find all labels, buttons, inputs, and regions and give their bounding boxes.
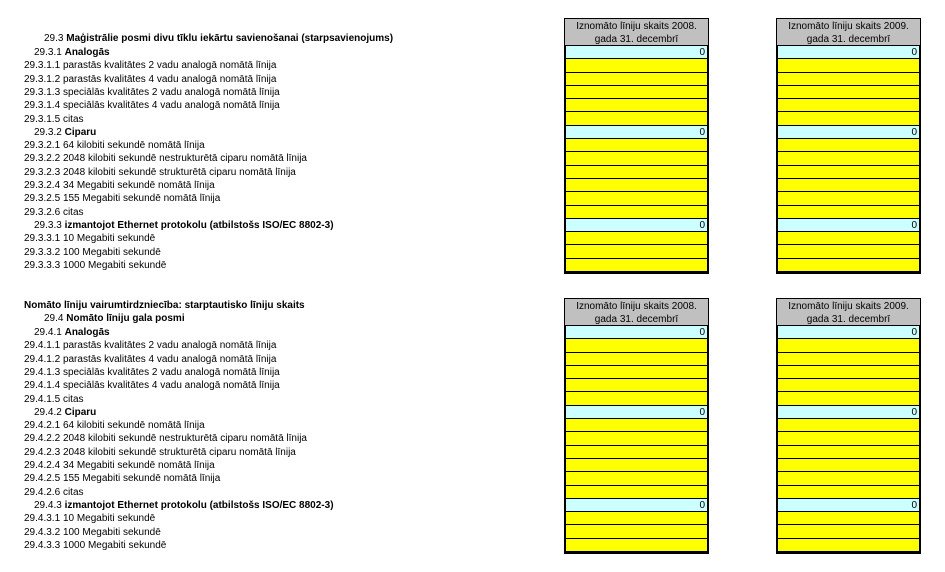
section-title: Nomāto līniju gala posmi <box>66 313 185 324</box>
input-cell[interactable] <box>778 419 919 432</box>
row-label <box>24 206 84 219</box>
row-text: 64 kilobiti sekundē nomātā līnija <box>62 420 205 432</box>
total-cell[interactable]: 0 <box>778 499 919 512</box>
total-cell[interactable]: 0 <box>566 126 707 139</box>
total-cell[interactable]: 0 <box>778 46 919 59</box>
input-cell[interactable] <box>778 446 919 459</box>
row-number: 29.3.2.1 <box>24 140 61 152</box>
row-text: speciālās kvalitātes 2 vadu analogā nomātā līnija <box>62 86 280 98</box>
section-number: 29.4 <box>44 313 64 324</box>
row-label <box>24 432 307 445</box>
input-cell[interactable] <box>778 353 919 366</box>
row-number: 29.3.1.2 <box>24 73 61 85</box>
row-number: 29.3.2.3 <box>24 166 61 178</box>
input-cell[interactable] <box>566 73 707 86</box>
row-text: Analogās <box>64 327 110 338</box>
row-number: 29.4.2 <box>34 406 62 418</box>
input-cell[interactable] <box>566 432 707 445</box>
row-label <box>24 139 205 152</box>
column-cells <box>776 46 921 274</box>
input-cell[interactable] <box>778 179 919 192</box>
row-number: 29.4.1 <box>34 327 62 338</box>
input-cell[interactable] <box>566 152 707 165</box>
row-text: 1000 Megabiti sekundē <box>62 539 167 551</box>
section-title-row <box>44 312 185 325</box>
input-cell[interactable] <box>778 366 919 379</box>
row-label <box>24 419 205 432</box>
input-cell[interactable] <box>566 446 707 459</box>
row-label <box>34 499 334 512</box>
input-cell[interactable] <box>778 339 919 352</box>
row-text: 155 Megabiti sekundē nomātā līnija <box>62 193 221 205</box>
row-text: speciālās kvalitātes 2 vadu analogā nomātā līnija <box>62 366 280 378</box>
row-number: 29.3.2.4 <box>24 180 61 191</box>
total-cell[interactable]: 0 <box>566 46 707 59</box>
input-cell[interactable] <box>566 392 707 405</box>
column-cells <box>564 326 709 554</box>
total-cell[interactable]: 0 <box>566 406 707 419</box>
row-number: 29.3.1.1 <box>24 60 61 72</box>
input-cell[interactable] <box>778 99 919 112</box>
row-label <box>24 59 276 72</box>
total-cell[interactable]: 0 <box>778 406 919 419</box>
row-number: 29.4.2.4 <box>24 460 61 471</box>
row-label <box>24 113 84 126</box>
row-label <box>24 259 166 272</box>
row-text: 64 kilobiti sekundē nomātā līnija <box>62 140 205 152</box>
column-cells <box>564 46 709 274</box>
input-cell[interactable] <box>566 379 707 392</box>
input-cell[interactable] <box>566 206 707 219</box>
input-cell[interactable] <box>778 525 919 538</box>
row-number: 29.4.1.3 <box>24 366 61 378</box>
row-label <box>24 459 215 472</box>
input-cell[interactable] <box>566 419 707 432</box>
row-text: 2048 kilobiti sekundē strukturētā ciparu nomātā līnija <box>62 446 296 458</box>
row-label <box>24 73 276 86</box>
row-text: Analogās <box>64 47 110 58</box>
row-label <box>24 366 280 379</box>
row-text: parastās kvalitātes 4 vadu analogā nomātā līnija <box>62 353 277 365</box>
row-label <box>24 86 280 99</box>
row-number: 29.4.3.1 <box>24 513 61 525</box>
input-cell[interactable] <box>566 539 707 552</box>
row-label <box>24 152 307 165</box>
input-cell[interactable] <box>566 339 707 352</box>
row-label <box>24 379 280 392</box>
row-label <box>24 232 155 245</box>
row-text: Ciparu <box>64 406 97 418</box>
row-number: 29.4.2.1 <box>24 420 61 432</box>
input-cell[interactable] <box>566 486 707 499</box>
row-text: 10 Megabiti sekundē <box>62 513 156 525</box>
total-cell[interactable]: 0 <box>566 326 707 339</box>
row-number: 29.3.3.2 <box>24 246 61 258</box>
row-label <box>24 166 296 179</box>
row-text: Ciparu <box>64 126 97 138</box>
row-number: 29.4.2.2 <box>24 433 61 445</box>
row-number: 29.3.1.4 <box>24 100 61 112</box>
input-cell[interactable] <box>778 472 919 485</box>
row-number: 29.3.2.6 <box>24 206 61 218</box>
total-cell[interactable]: 0 <box>566 219 707 232</box>
input-cell[interactable] <box>778 232 919 245</box>
input-cell[interactable] <box>778 166 919 179</box>
input-cell[interactable] <box>778 486 919 499</box>
row-number: 29.4.3.2 <box>24 526 61 538</box>
input-cell[interactable] <box>778 192 919 205</box>
row-text: 2048 kilobiti sekundē nestrukturētā ciparu nomātā līnija <box>62 433 307 445</box>
row-text: 100 Megabiti sekundē <box>62 246 161 258</box>
total-cell[interactable]: 0 <box>778 126 919 139</box>
input-cell[interactable] <box>778 245 919 258</box>
row-text: parastās kvalitātes 4 vadu analogā nomātā līnija <box>62 73 277 85</box>
column-cells <box>776 326 921 554</box>
row-number: 29.4.1.5 <box>24 393 61 405</box>
row-number: 29.3.1 <box>34 47 62 58</box>
row-label <box>24 246 161 259</box>
total-cell[interactable]: 0 <box>566 499 707 512</box>
row-label <box>24 526 161 539</box>
row-label <box>24 486 84 499</box>
row-number: 29.4.3.3 <box>24 539 61 551</box>
input-cell[interactable] <box>778 86 919 99</box>
input-cell[interactable] <box>778 539 919 552</box>
input-cell[interactable] <box>566 179 707 192</box>
input-cell[interactable] <box>778 512 919 525</box>
input-cell[interactable] <box>566 112 707 125</box>
row-label <box>34 46 110 59</box>
row-text: izmantojot Ethernet protokolu (atbilstošs ISO/EC 8802-3) <box>64 499 334 511</box>
row-number: 29.4.1.4 <box>24 380 61 392</box>
row-label <box>24 179 215 192</box>
input-cell[interactable] <box>566 139 707 152</box>
input-cell[interactable] <box>566 86 707 99</box>
row-number: 29.4.1.2 <box>24 353 61 365</box>
row-text: citas <box>62 113 84 125</box>
input-cell[interactable] <box>778 459 919 472</box>
row-label <box>34 326 110 339</box>
input-cell[interactable] <box>566 353 707 366</box>
row-label <box>24 512 155 525</box>
row-label <box>34 219 334 232</box>
row-label <box>24 472 220 485</box>
row-number: 29.3.1.3 <box>24 86 61 98</box>
section-title: Maģistrālie posmi divu tīklu iekārtu savienošanai (starpsavienojums) <box>66 33 394 44</box>
row-number: 29.3.3 <box>34 219 62 231</box>
row-label <box>24 99 280 112</box>
row-text: parastās kvalitātes 2 vadu analogā nomātā līnija <box>62 340 277 352</box>
row-label <box>24 446 296 459</box>
input-cell[interactable] <box>566 232 707 245</box>
row-label <box>24 353 276 366</box>
row-number: 29.3.2.2 <box>24 153 61 165</box>
column-header: Iznomāto līniju skaits 2009. gada 31. decembrī <box>776 18 921 46</box>
input-cell[interactable] <box>566 525 707 538</box>
row-text: 2048 kilobiti sekundē nestrukturētā ciparu nomātā līnija <box>62 153 307 165</box>
input-cell[interactable] <box>778 139 919 152</box>
input-cell[interactable] <box>566 59 707 72</box>
row-text: citas <box>62 486 84 498</box>
input-cell[interactable] <box>566 366 707 379</box>
row-text: citas <box>62 393 84 405</box>
row-text: speciālās kvalitātes 4 vadu analogā nomātā līnija <box>62 380 280 392</box>
input-cell[interactable] <box>778 379 919 392</box>
row-number: 29.4.2.5 <box>24 473 61 485</box>
row-text: 100 Megabiti sekundē <box>62 526 161 538</box>
column-header: Iznomāto līniju skaits 2008. gada 31. decembrī <box>564 298 709 326</box>
row-text: speciālās kvalitātes 4 vadu analogā nomātā līnija <box>62 100 280 112</box>
total-cell[interactable]: 0 <box>778 219 919 232</box>
row-label <box>24 339 276 352</box>
row-text: izmantojot Ethernet protokolu (atbilstošs ISO/EC 8802-3) <box>64 219 334 231</box>
row-text: 34 Megabiti sekundē nomātā līnija <box>62 460 215 471</box>
row-number: 29.4.2.3 <box>24 446 61 458</box>
input-cell[interactable] <box>778 432 919 445</box>
row-text: 1000 Megabiti sekundē <box>62 259 167 271</box>
row-label <box>24 539 166 552</box>
row-number: 29.3.2 <box>34 126 62 138</box>
input-cell[interactable] <box>778 59 919 72</box>
row-number: 29.3.2.5 <box>24 193 61 205</box>
row-text: 155 Megabiti sekundē nomātā līnija <box>62 473 221 485</box>
row-label <box>34 406 96 419</box>
section-title-row <box>44 32 393 45</box>
row-text: citas <box>62 206 84 218</box>
input-cell[interactable] <box>778 112 919 125</box>
input-cell[interactable] <box>566 512 707 525</box>
input-cell[interactable] <box>566 99 707 112</box>
input-cell[interactable] <box>566 259 707 272</box>
row-number: 29.3.3.1 <box>24 233 61 245</box>
row-number: 29.4.3 <box>34 499 62 511</box>
input-cell[interactable] <box>566 472 707 485</box>
row-label <box>34 126 96 139</box>
input-cell[interactable] <box>566 166 707 179</box>
row-label <box>24 192 220 205</box>
input-cell[interactable] <box>566 459 707 472</box>
row-number: 29.3.3.3 <box>24 259 61 271</box>
row-text: parastās kvalitātes 2 vadu analogā nomātā līnija <box>62 60 277 72</box>
row-text: 2048 kilobiti sekundē strukturētā ciparu nomātā līnija <box>62 166 296 178</box>
column-header: Iznomāto līniju skaits 2009. gada 31. decembrī <box>776 298 921 326</box>
column-header: Iznomāto līniju skaits 2008. gada 31. decembrī <box>564 18 709 46</box>
input-cell[interactable] <box>778 259 919 272</box>
total-cell[interactable]: 0 <box>778 326 919 339</box>
row-number: 29.3.1.5 <box>24 113 61 125</box>
row-label <box>24 393 84 406</box>
input-cell[interactable] <box>778 152 919 165</box>
row-text: 10 Megabiti sekundē <box>62 233 156 245</box>
row-text: 34 Megabiti sekundē nomātā līnija <box>62 180 215 191</box>
section-number: 29.3 <box>44 33 64 44</box>
input-cell[interactable] <box>778 73 919 86</box>
input-cell[interactable] <box>778 206 919 219</box>
section-pre-title: Nomāto līniju vairumtirdzniecība: starptautisko līniju skaits <box>24 300 305 311</box>
row-number: 29.4.2.6 <box>24 486 61 498</box>
row-number: 29.4.1.1 <box>24 340 61 352</box>
input-cell[interactable] <box>566 192 707 205</box>
input-cell[interactable] <box>566 245 707 258</box>
input-cell[interactable] <box>778 392 919 405</box>
